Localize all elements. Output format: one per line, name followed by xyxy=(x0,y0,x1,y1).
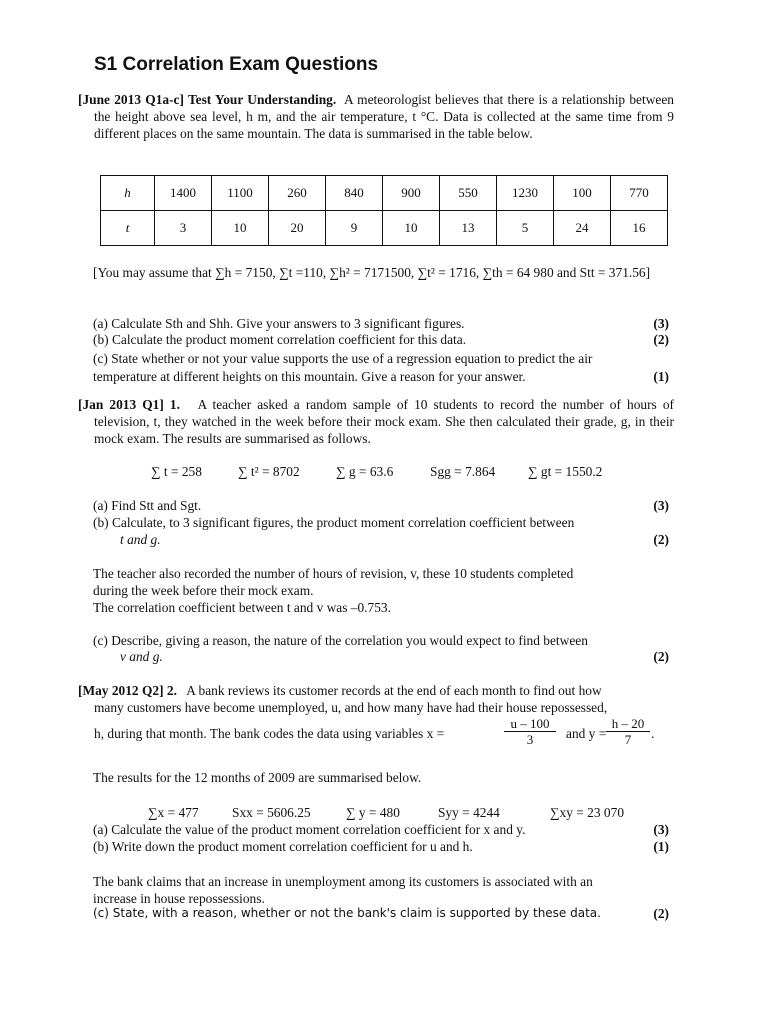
table-cell: 260 xyxy=(269,176,326,211)
table-cell: 20 xyxy=(269,211,326,246)
q3-claim xyxy=(93,873,593,907)
q2-part-a-mark: (3) xyxy=(653,498,669,513)
sum-item: Syy = 4244 xyxy=(438,805,500,820)
table-cell: 550 xyxy=(440,176,497,211)
q1-intro xyxy=(78,92,674,142)
q2-extra-line: The correlation coefficient between t and v was –0.753. xyxy=(93,600,391,615)
sum-item: ∑x = 477 xyxy=(148,805,199,820)
table-cell: 10 xyxy=(212,211,269,246)
table-cell: t xyxy=(101,211,155,246)
q3-intro-line1: A bank reviews its customer records at the end of each month to find out how xyxy=(186,683,602,698)
table-cell: 3 xyxy=(155,211,212,246)
q3-part-b-text: (b) Write down the product moment correlation coefficient for u and h. xyxy=(93,839,473,854)
q3-claim-line: increase in house repossessions. xyxy=(93,891,265,906)
q1-part-b-text: (b) Calculate the product moment correlation coefficient for this data. xyxy=(93,332,467,347)
q1-part-c-text-2: temperature at different heights on this mountain. Give a reason for your answer. xyxy=(93,369,526,384)
table-cell: 100 xyxy=(554,176,611,211)
table-cell: 840 xyxy=(326,176,383,211)
q3-results-intro: The results for the 12 months of 2009 are summarised below. xyxy=(93,770,422,785)
q1-part-b-mark: (2) xyxy=(653,332,669,347)
table-cell: 900 xyxy=(383,176,440,211)
q2-extra-line: The teacher also recorded the number of hours of revision, v, these 10 students completed xyxy=(93,566,574,581)
table-cell: 13 xyxy=(440,211,497,246)
q2-part-b-line2 xyxy=(93,532,669,549)
q1-intro-text: A meteorologist believes that there is a relationship between the height above sea level, h m, and the air temperature, t °C. Data is collected at the same time from 9 different places on the same mountain. The data is summarised in the table below. xyxy=(94,92,674,141)
table-cell: 770 xyxy=(611,176,668,211)
q2-intro xyxy=(78,397,674,447)
q3-summary-sums xyxy=(0,805,768,823)
y-fraction-denominator: 7 xyxy=(624,732,632,747)
y-fraction-numerator: h – 20 xyxy=(611,716,645,731)
q2-part-b-text-2: t and g. xyxy=(120,532,161,547)
q3-part-c-mark: (2) xyxy=(653,906,669,921)
q2-tag: [Jan 2013 Q1] 1. xyxy=(78,397,180,412)
q3-tag: [May 2012 Q2] 2. xyxy=(78,683,177,698)
and-y-label: and y = xyxy=(566,726,607,741)
q2-part-a xyxy=(93,498,669,515)
q1-part-a-mark: (3) xyxy=(653,316,669,331)
q3-part-b xyxy=(93,839,669,856)
sum-item: ∑xy = 23 070 xyxy=(550,805,625,820)
q3-intro-line3: h, during that month. The bank codes the data using variables x = xyxy=(94,726,445,741)
sum-item: ∑ gt = 1550.2 xyxy=(528,464,603,479)
q1-part-a xyxy=(93,316,669,333)
q3-part-a-mark: (3) xyxy=(653,822,669,837)
table-cell: h xyxy=(101,176,155,211)
q2-extra-line: during the week before their mock exam. xyxy=(93,583,314,598)
q2-extra-info xyxy=(93,565,573,616)
q1-assumption: [You may assume that ∑h = 7150, ∑t =110, ∑h² = 7171500, ∑t² = 1716, ∑th = 64 980 and Stt = 371.56] xyxy=(93,265,651,280)
y-coding-fraction xyxy=(606,716,650,747)
table-cell: 10 xyxy=(383,211,440,246)
q2-part-b-text: (b) Calculate, to 3 significant figures, the product moment correlation coefficient between xyxy=(93,515,575,530)
sum-item: ∑ t² = 8702 xyxy=(238,464,300,479)
q3-intro: [May 2012 Q2] 2. A bank reviews its customer records at the end of each month to find out how many customers have become unemployed, u, and how many have had their house repossessed, h, during that month. The bank codes the data using variables x = u – 100 3 and y = h – 20 7 . xyxy=(78,683,655,747)
q1-part-c-mark: (1) xyxy=(653,369,669,384)
q1-data-table xyxy=(100,175,668,246)
q3-part-a-text: (a) Calculate the value of the product moment correlation coefficient for x and y. xyxy=(93,822,526,837)
q3-claim-line: The bank claims that an increase in unemployment among its customers is associated with an xyxy=(93,874,593,889)
q1-part-c-line1 xyxy=(93,351,675,368)
q2-part-c-text-2: v and g. xyxy=(120,649,163,664)
q3-part-b-mark: (1) xyxy=(653,839,669,854)
q1-part-b xyxy=(93,332,669,349)
q3-intro-line2: many customers have become unemployed, u, and how many have had their house repossessed, xyxy=(94,700,608,715)
q3-part-c xyxy=(93,906,669,923)
table-cell: 16 xyxy=(611,211,668,246)
q2-part-c-line2 xyxy=(93,649,669,666)
x-fraction-numerator: u – 100 xyxy=(510,716,550,731)
q3-part-a xyxy=(93,822,669,839)
table-row-t xyxy=(101,211,668,246)
x-coding-fraction xyxy=(504,716,556,747)
table-cell: 24 xyxy=(554,211,611,246)
q1-part-c-text: (c) State whether or not your value supports the use of a regression equation to predict the air xyxy=(93,351,593,366)
table-row-h xyxy=(101,176,668,211)
q2-intro-text: A teacher asked a random sample of 10 students to record the number of hours of television, t, they watched in the week before their mock exam. She then calculated their grade, g, in their mock exam. The results are summarised as follows. xyxy=(94,397,674,446)
q1-tag: [June 2013 Q1a-c] Test Your Understanding. xyxy=(78,92,337,107)
sum-item: ∑ t = 258 xyxy=(151,464,202,479)
table-cell: 9 xyxy=(326,211,383,246)
page-title: S1 Correlation Exam Questions xyxy=(94,54,379,75)
table-cell: 1400 xyxy=(155,176,212,211)
sum-item: Sgg = 7.864 xyxy=(430,464,496,479)
table-cell: 1100 xyxy=(212,176,269,211)
sum-item: Sxx = 5606.25 xyxy=(232,805,311,820)
q1-part-c-line2 xyxy=(93,369,669,386)
q2-summary-sums xyxy=(0,464,768,482)
table-cell: 1230 xyxy=(497,176,554,211)
q2-part-c-line1 xyxy=(93,633,675,650)
sum-item: ∑ y = 480 xyxy=(346,805,400,820)
q2-part-c-text: (c) Describe, giving a reason, the nature of the correlation you would expect to find between xyxy=(93,633,588,648)
q2-part-b-mark: (2) xyxy=(653,532,669,547)
x-fraction-denominator: 3 xyxy=(526,732,534,747)
q1-part-a-text: (a) Calculate Sth and Shh. Give your answers to 3 significant figures. xyxy=(93,316,465,331)
sum-item: ∑ g = 63.6 xyxy=(336,464,394,479)
table-cell: 5 xyxy=(497,211,554,246)
q2-part-c-mark: (2) xyxy=(653,649,669,664)
q3-part-c-text: (c) State, with a reason, whether or not the bank's claim is supported by these data. xyxy=(93,906,601,920)
q2-part-b-line1 xyxy=(93,515,675,532)
q2-part-a-text: (a) Find Stt and Sgt. xyxy=(93,498,202,513)
